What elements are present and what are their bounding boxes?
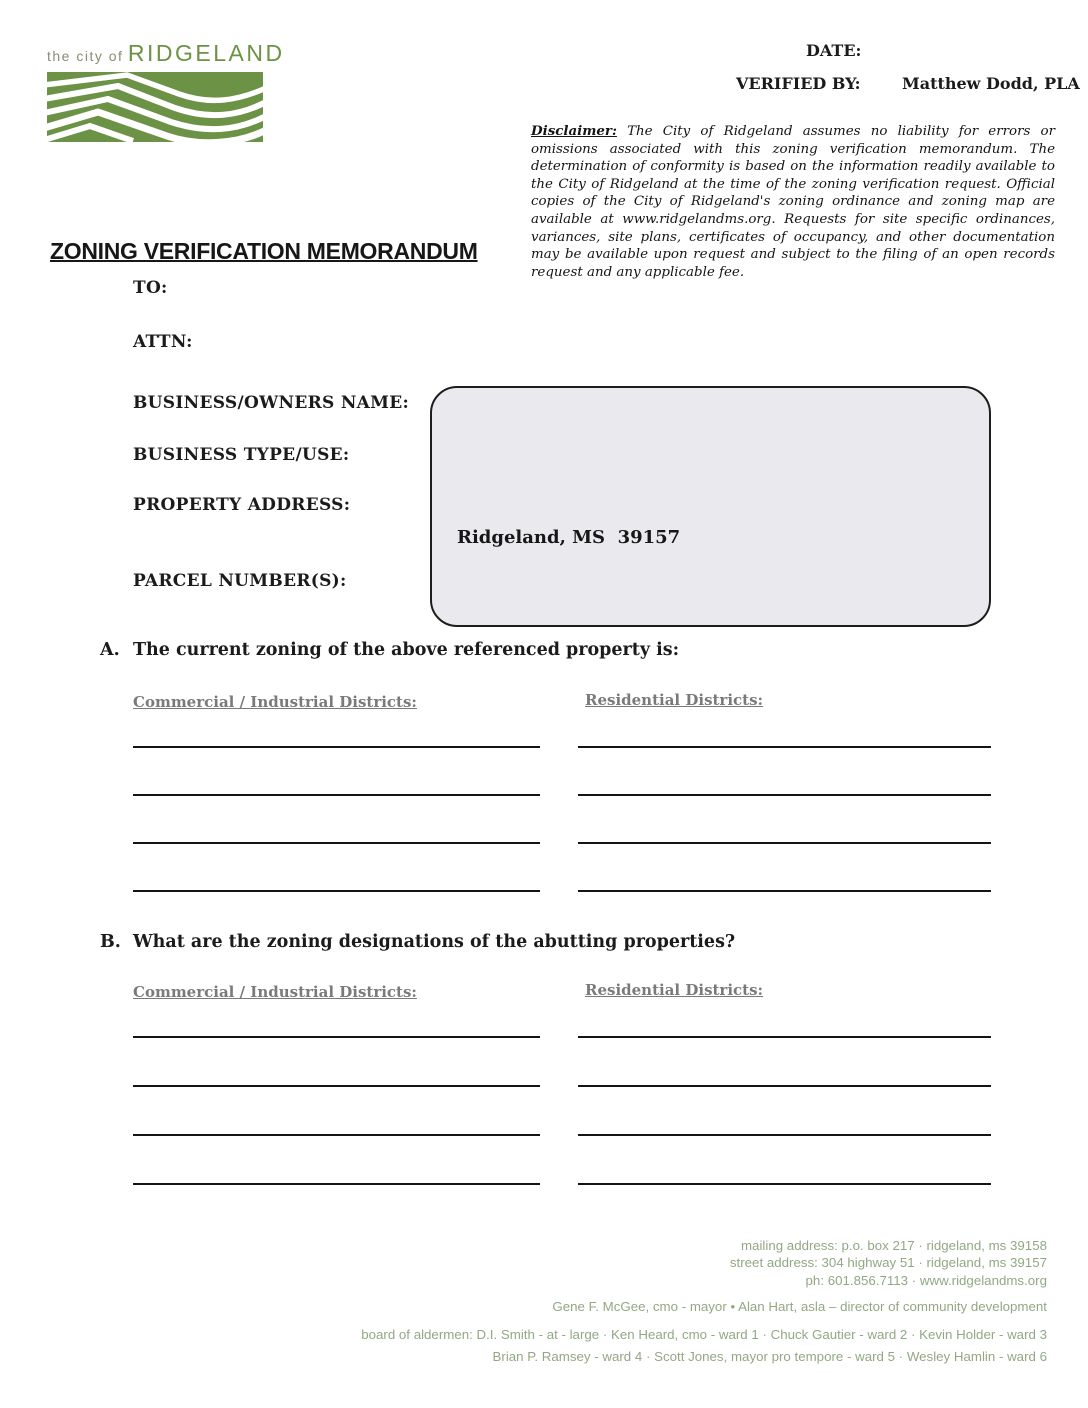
- blank-answer-line[interactable]: [133, 1085, 540, 1087]
- page-title: ZONING VERIFICATION MEMORANDUM: [50, 238, 478, 264]
- section-b-label: B.: [100, 932, 121, 952]
- blank-answer-line[interactable]: [578, 1183, 991, 1185]
- footer-address-block: [40, 1237, 1047, 1289]
- blank-answer-line[interactable]: [133, 746, 540, 748]
- blank-answer-line[interactable]: [578, 842, 991, 844]
- property-address-label: PROPERTY ADDRESS:: [133, 495, 351, 515]
- blank-answer-line[interactable]: [133, 1036, 540, 1038]
- section-a-commercial-heading: Commercial / Industrial Districts:: [133, 693, 417, 711]
- logo-prefix-text: the city of: [47, 48, 124, 64]
- blank-answer-line[interactable]: [133, 842, 540, 844]
- business-type-label: BUSINESS TYPE/USE:: [133, 445, 350, 465]
- disclaimer-text: The City of Ridgeland assumes no liability for errors or omissions associated with this zoning verification memorandum. The determination of conformity is based on the information readily available to the City of Ridgeland at the time of the zoning verification request. Official copies of the City of Ridgeland's zoning ordinance and zoning map are available at www.ridgelandms.org. Requests for site specific ordinances, variances, site plans, certificates of occupancy, and other documentation may be available upon request and subject to the filing of an open records request and any applicable fee.: [531, 124, 1055, 280]
- blank-answer-line[interactable]: [578, 794, 991, 796]
- blank-answer-line[interactable]: [133, 890, 540, 892]
- verified-by-value: Matthew Dodd, PLA: [902, 74, 1080, 93]
- verified-by-label: VERIFIED BY:: [736, 74, 861, 93]
- letterhead-footer: [40, 1237, 1047, 1368]
- blank-answer-line[interactable]: [133, 794, 540, 796]
- parcel-number-label: PARCEL NUMBER(S):: [133, 571, 347, 591]
- footer-aldermen-line-2: Brian P. Ramsey - ward 4 · Scott Jones, mayor pro tempore - ward 5 · Wesley Hamlin - ward 6: [492, 1348, 1047, 1364]
- section-b-heading: [100, 932, 735, 952]
- section-b-commercial-heading: Commercial / Industrial Districts:: [133, 983, 417, 1001]
- blank-answer-line[interactable]: [133, 1134, 540, 1136]
- footer-street-address: street address: 304 highway 51 · ridgeland, ms 39157: [729, 1255, 1047, 1271]
- blank-answer-line[interactable]: [578, 1134, 991, 1136]
- blank-answer-line[interactable]: [133, 1183, 540, 1185]
- city-of-ridgeland-logo: [47, 40, 285, 142]
- section-a-heading: [100, 640, 679, 660]
- footer-officials-line: Gene F. McGee, cmo - mayor • Alan Hart, asla – director of community development: [552, 1298, 1047, 1314]
- to-label: TO:: [133, 278, 168, 298]
- logo-wordmark: [47, 40, 285, 67]
- blank-answer-line[interactable]: [578, 890, 991, 892]
- footer-aldermen-line-1: board of aldermen: D.I. Smith - at - large · Ken Heard, cmo - ward 1 · Chuck Gautier - ward 2 · Kevin Holder - ward 3: [361, 1326, 1047, 1342]
- blank-answer-line[interactable]: [578, 1036, 991, 1038]
- logo-city-name: RIDGELAND: [127, 40, 285, 66]
- disclaimer-paragraph: [531, 123, 1055, 281]
- disclaimer-label: Disclaimer:: [531, 123, 617, 139]
- ridgeland-waves-icon: [47, 72, 263, 142]
- date-label: DATE:: [806, 41, 862, 60]
- section-b-text: What are the zoning designations of the abutting properties?: [133, 932, 736, 952]
- section-a-text: The current zoning of the above referenced property is:: [133, 640, 680, 660]
- blank-answer-line[interactable]: [578, 746, 991, 748]
- section-a-label: A.: [100, 640, 120, 660]
- section-a-residential-heading: Residential Districts:: [585, 691, 764, 709]
- blank-answer-line[interactable]: [578, 1085, 991, 1087]
- section-b-residential-heading: Residential Districts:: [585, 981, 764, 999]
- city-state-zip-value: Ridgeland, MS 39157: [457, 527, 681, 548]
- footer-mailing-address: mailing address: p.o. box 217 · ridgeland, ms 39158: [740, 1238, 1047, 1253]
- footer-aldermen-block: [40, 1324, 1047, 1368]
- business-name-label: BUSINESS/OWNERS NAME:: [133, 393, 410, 413]
- address-entry-box[interactable]: [430, 386, 991, 627]
- footer-phone-website: ph: 601.856.7113 · www.ridgelandms.org: [805, 1272, 1047, 1288]
- attn-label: ATTN:: [133, 332, 193, 352]
